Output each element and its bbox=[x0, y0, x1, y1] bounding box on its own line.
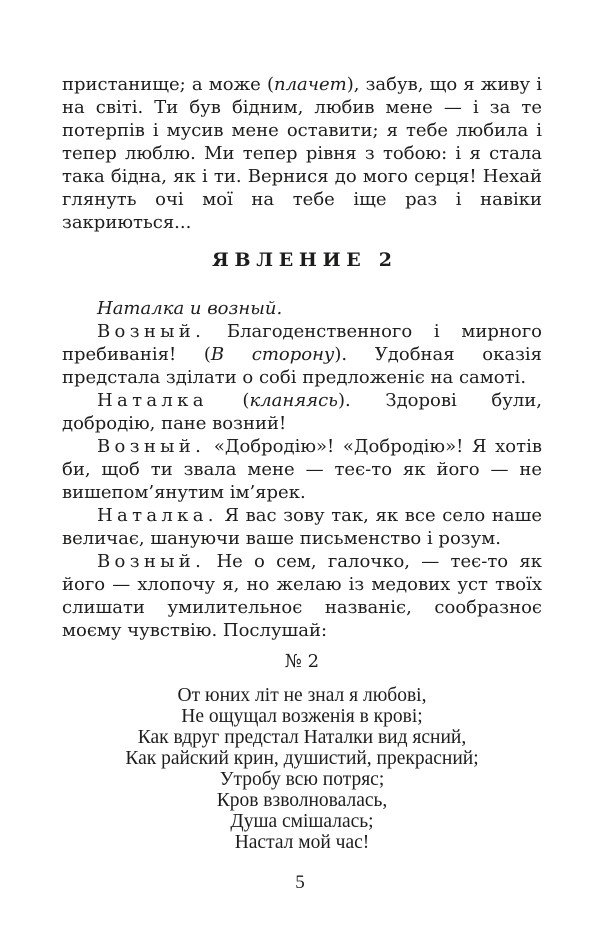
verse-line: Как райский крин, душистий, прекрасний; bbox=[125, 748, 479, 769]
song-number: № 2 bbox=[284, 651, 320, 672]
dialogue-text: ). Удобная оказія предстала зділати о собі предложеніє на самоті. bbox=[62, 344, 542, 388]
verse-line: Как вдруг предстал Наталки вид ясний, bbox=[137, 727, 467, 748]
speaker-name: Возный. bbox=[97, 436, 206, 457]
verse-line: Душа смішалась; bbox=[230, 811, 374, 832]
verse-line: Кров взволновалась, bbox=[216, 790, 388, 811]
inline-stage-note: плачет bbox=[274, 74, 347, 95]
dialogue-voznyi-2 bbox=[62, 435, 542, 504]
speaker-name: Возный. bbox=[97, 551, 206, 572]
dialogue-natalka-1 bbox=[62, 389, 542, 435]
speaker-name: Наталка. bbox=[97, 505, 218, 526]
dialogue-voznyi-3 bbox=[62, 550, 542, 642]
dialogue-text: ( bbox=[207, 390, 250, 411]
continuation-paragraph bbox=[62, 73, 542, 234]
speaker-name: Возный. bbox=[97, 321, 206, 342]
dialogue-natalka-2 bbox=[62, 504, 542, 550]
inline-stage-note: В сторону bbox=[210, 344, 335, 365]
dialogue-text: Я вас зову так, як все село наше величає, шануючи ваше письменство і розум. bbox=[62, 505, 542, 549]
paragraph-text: пристанище; а може ( bbox=[62, 74, 274, 95]
verse-line: Настал мой час! bbox=[234, 832, 370, 853]
page-number: 5 bbox=[295, 872, 305, 893]
stage-direction: Наталка и возный. bbox=[97, 298, 283, 319]
speaker-name: Наталка bbox=[97, 390, 208, 411]
inline-stage-note: кланяясь bbox=[249, 390, 338, 411]
dialogue-text: Не о сем, галочко, — теє-то як його — хлопочу я, но желаю із медових уст твоїх слишати умилительноє названіє, сообразноє моєму чувствію. Послушай: bbox=[62, 551, 542, 641]
verse-line: Не ощущал возженія в крові; bbox=[181, 706, 423, 727]
dialogue-text: ). Здорові були, добродію, пане возний! bbox=[62, 390, 543, 434]
verse-line: Утробу всю потряс; bbox=[219, 769, 385, 790]
paragraph-text: ), забув, що я живу і на світі. Ти був бідним, любив мене — і за те потерпів і мусив мене оставити; я тебе любила і тепер люблю. Ми тепер рівня з тобою: і я стала така бідна, як і ти. Вернися до мого серця! Нехай глянуть очі мої на тебе іще раз і навіки закриються... bbox=[62, 74, 542, 233]
dialogue-text: Благоденственного і мирного пребиванія! ( bbox=[62, 321, 542, 365]
scene-heading: ЯВЛЕНИЕ 2 bbox=[212, 249, 398, 271]
verse-line: От юних літ не знал я любові, bbox=[177, 685, 427, 706]
dialogue-text: «Добродію»! «Добродію»! Я хотів би, щоб ти звала мене — теє-то як його — не вишепом’янутим ім’ярек. bbox=[62, 436, 542, 503]
dialogue-voznyi-1 bbox=[62, 320, 542, 389]
verse-block bbox=[62, 685, 542, 853]
